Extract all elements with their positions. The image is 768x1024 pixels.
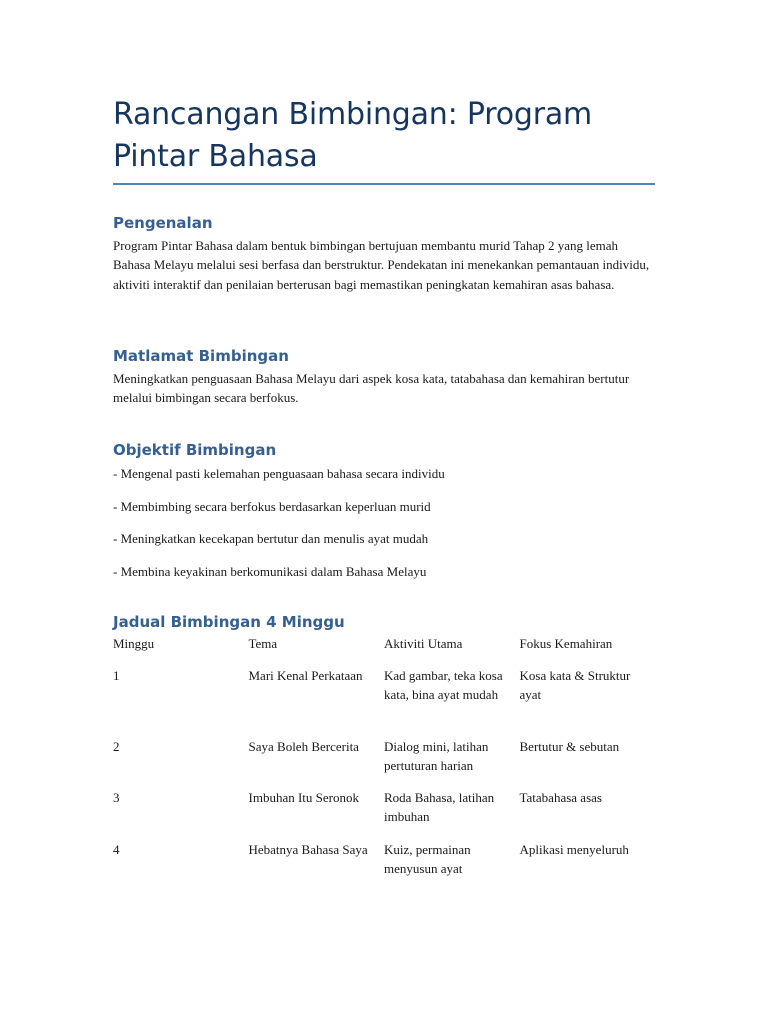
page-title: Rancangan Bimbingan: Program Pintar Bahasa [113,97,593,174]
cell-week: 2 [113,739,120,754]
column-header-week: Minggu [113,636,155,651]
cell-activity: Kuiz, permainan menyusun ayat [384,842,471,877]
list-item: - Membimbing secara berfokus berdasarkan keperluan murid [113,498,431,514]
cell-theme: Hebatnya Bahasa Saya [248,842,368,857]
table-row [113,788,655,840]
cell-theme: Imbuhan Itu Seronok [248,790,359,805]
section-heading-schedule: Jadual Bimbingan 4 Minggu [113,613,345,631]
cell-activity: Dialog mini, latihan pertuturan harian [384,739,489,774]
document-page [113,0,655,877]
section-schedule [113,612,655,892]
section-heading-goal: Matlamat Bimbingan [113,347,289,365]
cell-skill: Kosa kata & Struktur ayat [519,668,631,703]
schedule-table [113,634,655,892]
goal-paragraph: Meningkatkan penguasaan Bahasa Melayu dari aspek kosa kata, tatabahasa dan kemahiran bertutur melalui bimbingan secara berfokus. [113,371,630,406]
table-header-row [113,634,655,666]
list-item: - Meningkatkan kecekapan bertutur dan menulis ayat mudah [113,531,429,546]
cell-week: 1 [113,668,120,683]
cell-skill: Aplikasi menyeluruh [519,842,629,857]
column-header-theme: Tema [248,636,278,651]
cell-week: 3 [113,790,120,805]
intro-paragraph: Program Pintar Bahasa dalam bentuk bimbingan bertujuan membantu murid Tahap 2 yang lemah Bahasa Melayu melalui sesi berfasa dan berstruktur. Pendekatan ini menekankan pemantauan individu, aktiviti interaktif dan penilaian berterusan bagi memastikan peningkatan kemahiran asas bahasa. [113,238,650,292]
objectives-list [113,464,655,594]
list-item: - Membina keyakinan berkomunikasi dalam Bahasa Melayu [113,563,427,579]
column-header-activity: Aktiviti Utama [384,636,463,651]
cell-activity: Kad gambar, teka kosa kata, bina ayat mudah [384,668,503,703]
cell-skill: Bertutur & sebutan [519,739,620,754]
cell-theme: Saya Boleh Bercerita [248,739,359,754]
table-row [113,737,655,788]
section-objectives [113,440,655,594]
section-heading-objectives: Objektif Bimbingan [113,441,277,459]
table-row [113,840,655,892]
table-row [113,666,655,737]
list-item: - Mengenal pasti kelemahan penguasaan bahasa secara individu [113,466,445,481]
column-header-skill: Fokus Kemahiran [519,636,613,651]
cell-activity: Roda Bahasa, latihan imbuhan [384,790,495,825]
title-divider [113,183,655,185]
section-intro [113,213,655,294]
cell-skill: Tatabahasa asas [519,790,602,805]
cell-week: 4 [113,842,120,857]
section-goal [113,346,655,408]
cell-theme: Mari Kenal Perkataan [248,668,363,683]
section-heading-intro: Pengenalan [113,214,213,232]
